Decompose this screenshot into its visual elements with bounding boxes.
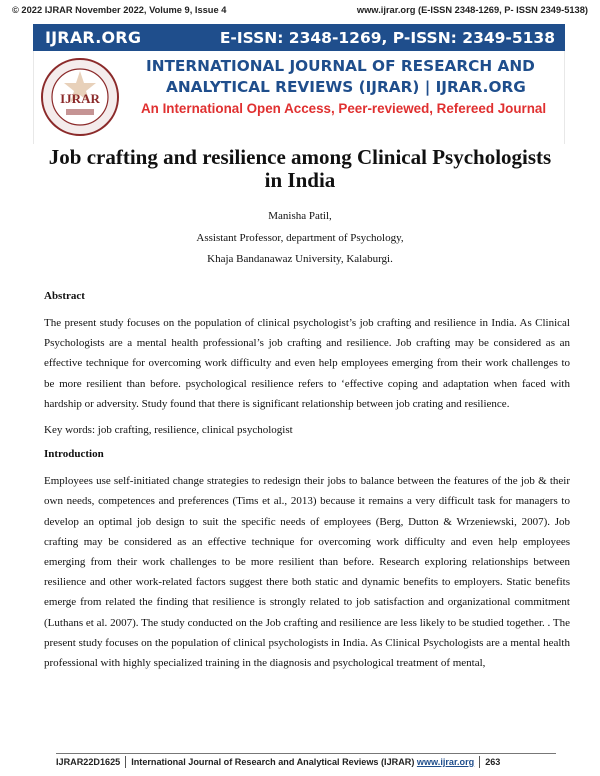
header-issue-info: © 2022 IJRAR November 2022, Volume 9, Issue 4	[12, 5, 227, 15]
footer-divider	[479, 756, 480, 768]
header-website-issn: www.ijrar.org (E-ISSN 2348-1269, P- ISSN 2349-5138)	[356, 5, 588, 15]
banner-bar	[33, 24, 565, 51]
author-affiliation-2: Khaja Bandanawaz University, Kalaburgi.	[207, 253, 393, 265]
banner-journal-line1: INTERNATIONAL JOURNAL OF RESEARCH AND	[146, 57, 535, 75]
journal-logo-icon	[40, 57, 120, 137]
abstract-heading: Abstract	[44, 290, 85, 302]
banner-issn: E-ISSN: 2348-1269, P-ISSN: 2349-5138	[219, 28, 555, 47]
banner-body	[33, 51, 565, 144]
running-header	[12, 5, 588, 15]
introduction-heading: Introduction	[44, 448, 104, 461]
banner-tagline: An International Open Access, Peer-reviewed, Refereed Journal	[141, 101, 547, 116]
keywords: Key words: job crafting, resilience, clinical psychologist	[44, 424, 293, 437]
author-affiliation-1: Assistant Professor, department of Psychology,	[196, 231, 404, 244]
footer-paper-id: IJRAR22D1625	[56, 757, 121, 767]
banner-journal-line2: ANALYTICAL REVIEWS (IJRAR) | IJRAR.ORG	[166, 78, 526, 96]
page-footer	[56, 753, 556, 768]
introduction-text: Employees use self-initiated change strategies to redesign their jobs to balance between the features of the job & their own needs, competences and preferences (Tims et al., 2013) because it remains a very difficult task for managers to develop an optimal job design to suit the specific needs of employees (Berg, Dutton & Wrzeniewski, 2007). Job crafting may be considered as an effective technique for overcoming work difficulty and even help employees emerging from their work challenges to be more resilient than before. Research exploring relationships between resilience and other work-related factors suggest there both static and dynamic benefits to employers. Static benefits emerge from related the finding that resilience is strongly related to job satisfaction and organizational commitment (Luthans et al. 2007). The study conducted on the Job crafting and resilience are less likely to be studied together. . The present study focuses on the population of clinical psychologists in India. As Clinical Psychologists are a mental health professional with highly specialized training in the diagnosis and psychological treatment of mental,	[44, 475, 570, 670]
author-name: Manisha Patil,	[268, 210, 332, 222]
footer-journal-name: International Journal of Research and Analytical Reviews (IJRAR)	[131, 757, 415, 767]
logo-text: IJRAR	[60, 91, 100, 106]
journal-banner	[33, 24, 565, 144]
footer-website-link[interactable]: www.ijrar.org	[416, 757, 475, 767]
paper-body	[44, 286, 570, 673]
paper-title: Job crafting and resilience among Clinical Psychologists in India	[48, 145, 552, 192]
abstract-text: The present study focuses on the population of clinical psychologist’s job crafting and resilience in India. As Clinical Psychologists are a mental health professional’s job crafting and resilience. Job crafting may be considered as an effective technique for overcoming work difficulty and even help employees emerging from their work challenges to be more resilient than before. psychological resilience refers to ‘effective coping and adaptation when faced with hardship or adversity. Study found that there is significant relationship between job crating and resilience.	[44, 317, 570, 410]
author-block	[0, 206, 600, 271]
footer-divider	[125, 756, 126, 768]
footer-page-number: 263	[485, 757, 501, 767]
banner-site-name: IJRAR.ORG	[45, 28, 142, 47]
